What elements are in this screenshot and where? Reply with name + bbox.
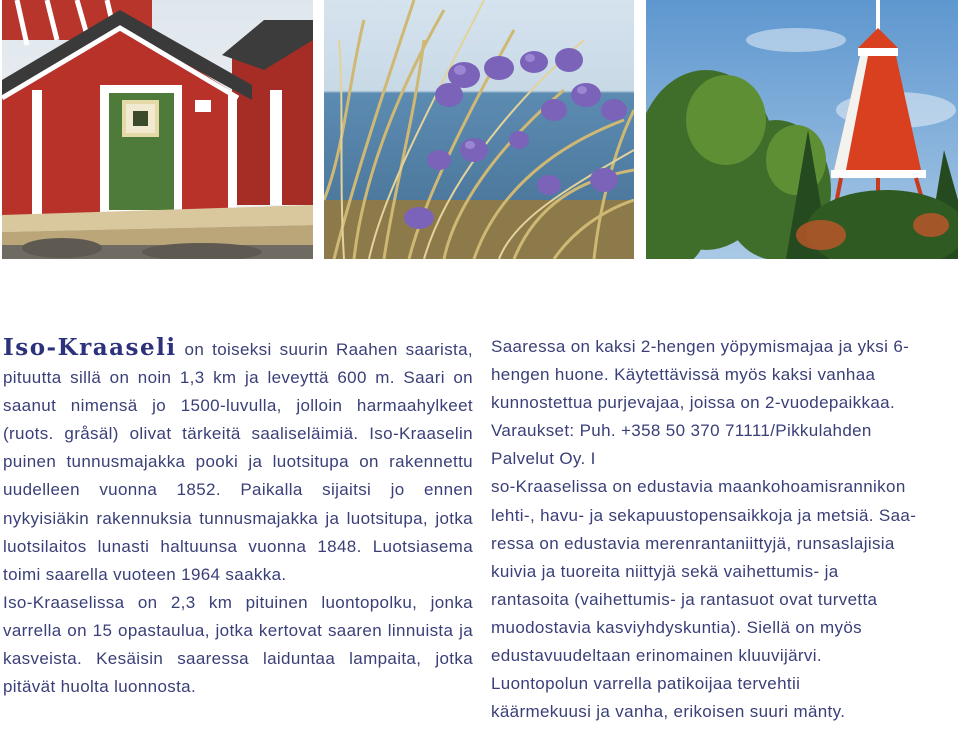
text-line: hengen huone. Käytettävissä myös kaksi vanhaa: [491, 365, 876, 385]
intro-paragraph: [3, 334, 473, 589]
text-line: Palvelut Oy. I: [491, 449, 596, 469]
text-line: edustavuudeltaan erinomainen kluuvijärvi.: [491, 646, 822, 666]
text-line: käärmekuusi ja vanha, erikoisen suuri mänty.: [491, 702, 846, 722]
harebell-flowers-photo: [324, 0, 634, 259]
text-column-right: [491, 333, 956, 726]
text-line: Luontopolun varrella patikoijaa tervehtii: [491, 674, 801, 694]
text-line: ressa on edustavia merenrantaniittyjä, runsaslajisia: [491, 533, 895, 553]
red-cabin-photo: [2, 0, 313, 259]
nature-trail-paragraph: Iso-Kraaselissa on 2,3 km pituinen luontopolku, jonka varrella on 15 opastaulua, jotka kertovat saaren linnuista ja kasveista. Kesäisin saaressa laiduntaa lampaita, jotka pitävät huolta luonnosta.: [3, 592, 473, 697]
island-title: Iso-Kraaseli: [3, 334, 177, 361]
text-line: kuivia ja tuoreita niittyjä sekä vaihettumis- ja: [491, 561, 839, 581]
text-line: kunnostettua purjevajaa, joissa on 2-vuodepaikkaa.: [491, 393, 896, 413]
text-line: Saaressa on kaksi 2-hengen yöpymismajaa ja yksi 6-: [491, 337, 910, 356]
text-line: rantasoita (vaihettumis- ja rantasuot ovat turvetta: [491, 589, 878, 609]
red-bell-tower-photo: [646, 0, 958, 259]
text-line: lehti-, havu- ja sekapuustopensaikkoja ja metsiä. Saa-: [491, 505, 917, 525]
text-column-left: [3, 334, 473, 701]
intro-text: on toiseksi suurin Raahen saarista, pituutta sillä on noin 1,3 km ja leveyttä 600 m. Saari on saanut nimensä jo 1500-luvulla, jolloin harmaahylkeet (ruots. gråsäl) olivat tärkeitä saaliseläimiä. Iso-Kraaselin puinen tunnusmajakka pooki ja luotsitupa on rakennettu uudelleen vuonna 1852. Paikalla sijaitsi jo ennen nykyisiäkin rakennuksia tunnusmajakka ja luotsitupa, jotka luotsilaitos lunasti haltuunsa vuonna 1848. Luotsiasema toimi saarella vuoteen 1964 saakka.: [3, 340, 473, 584]
text-line: Varaukset: Puh. +358 50 370 71111/Pikkulahden: [491, 421, 872, 441]
text-line: so-Kraaselissa on edustavia maankohoamisrannikon: [491, 477, 906, 497]
text-line: muodostavia kasviyhdyskuntia). Siellä on myös: [491, 617, 863, 637]
